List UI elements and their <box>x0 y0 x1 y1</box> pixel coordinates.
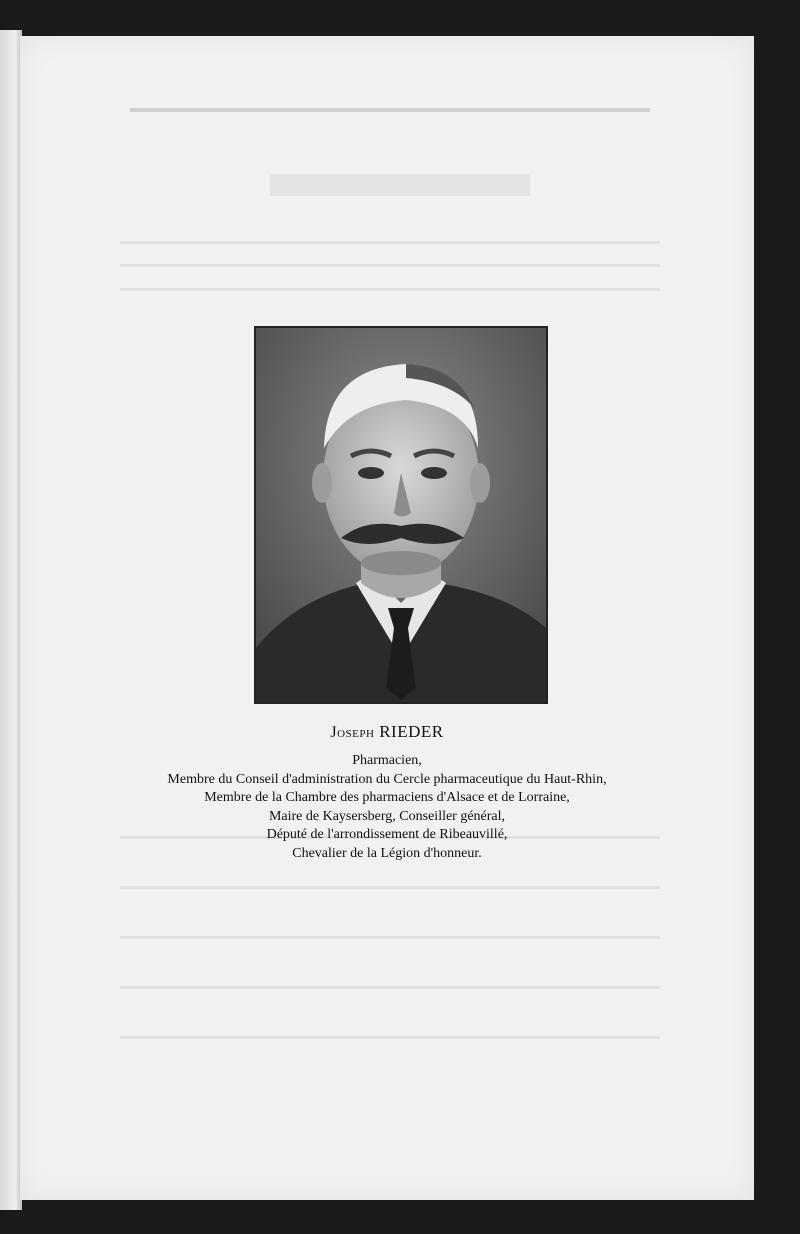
title-line: Membre de la Chambre des pharmaciens d'Alsace et de Lorraine, <box>204 790 570 805</box>
title-line: Pharmacien, <box>352 753 422 768</box>
show-through-line <box>120 986 660 989</box>
show-through-line <box>120 288 660 291</box>
title-line: Chevalier de la Légion d'honneur. <box>292 845 482 861</box>
show-through-line <box>120 241 660 244</box>
show-through-line <box>120 886 660 889</box>
title-line: Maire de Kaysersberg, Conseiller général, <box>268 808 506 824</box>
first-name: Joseph <box>330 724 375 741</box>
portrait-caption <box>20 722 754 863</box>
show-through-line <box>120 1036 660 1039</box>
show-through-line <box>120 264 660 267</box>
title-line: Membre du Conseil d'administration du Cercle pharmaceutique du Haut-Rhin, <box>167 771 607 787</box>
portrait-photo <box>254 326 548 704</box>
person-name <box>20 722 754 742</box>
show-through-line <box>120 936 660 939</box>
title-line: Député de l'arrondissement de Ribeauvillé, <box>266 827 508 842</box>
document-page <box>20 36 754 1200</box>
show-through-header <box>130 108 650 112</box>
show-through-title <box>270 174 530 196</box>
last-name: RIEDER <box>379 722 444 741</box>
adjacent-page-edge <box>0 30 22 1210</box>
